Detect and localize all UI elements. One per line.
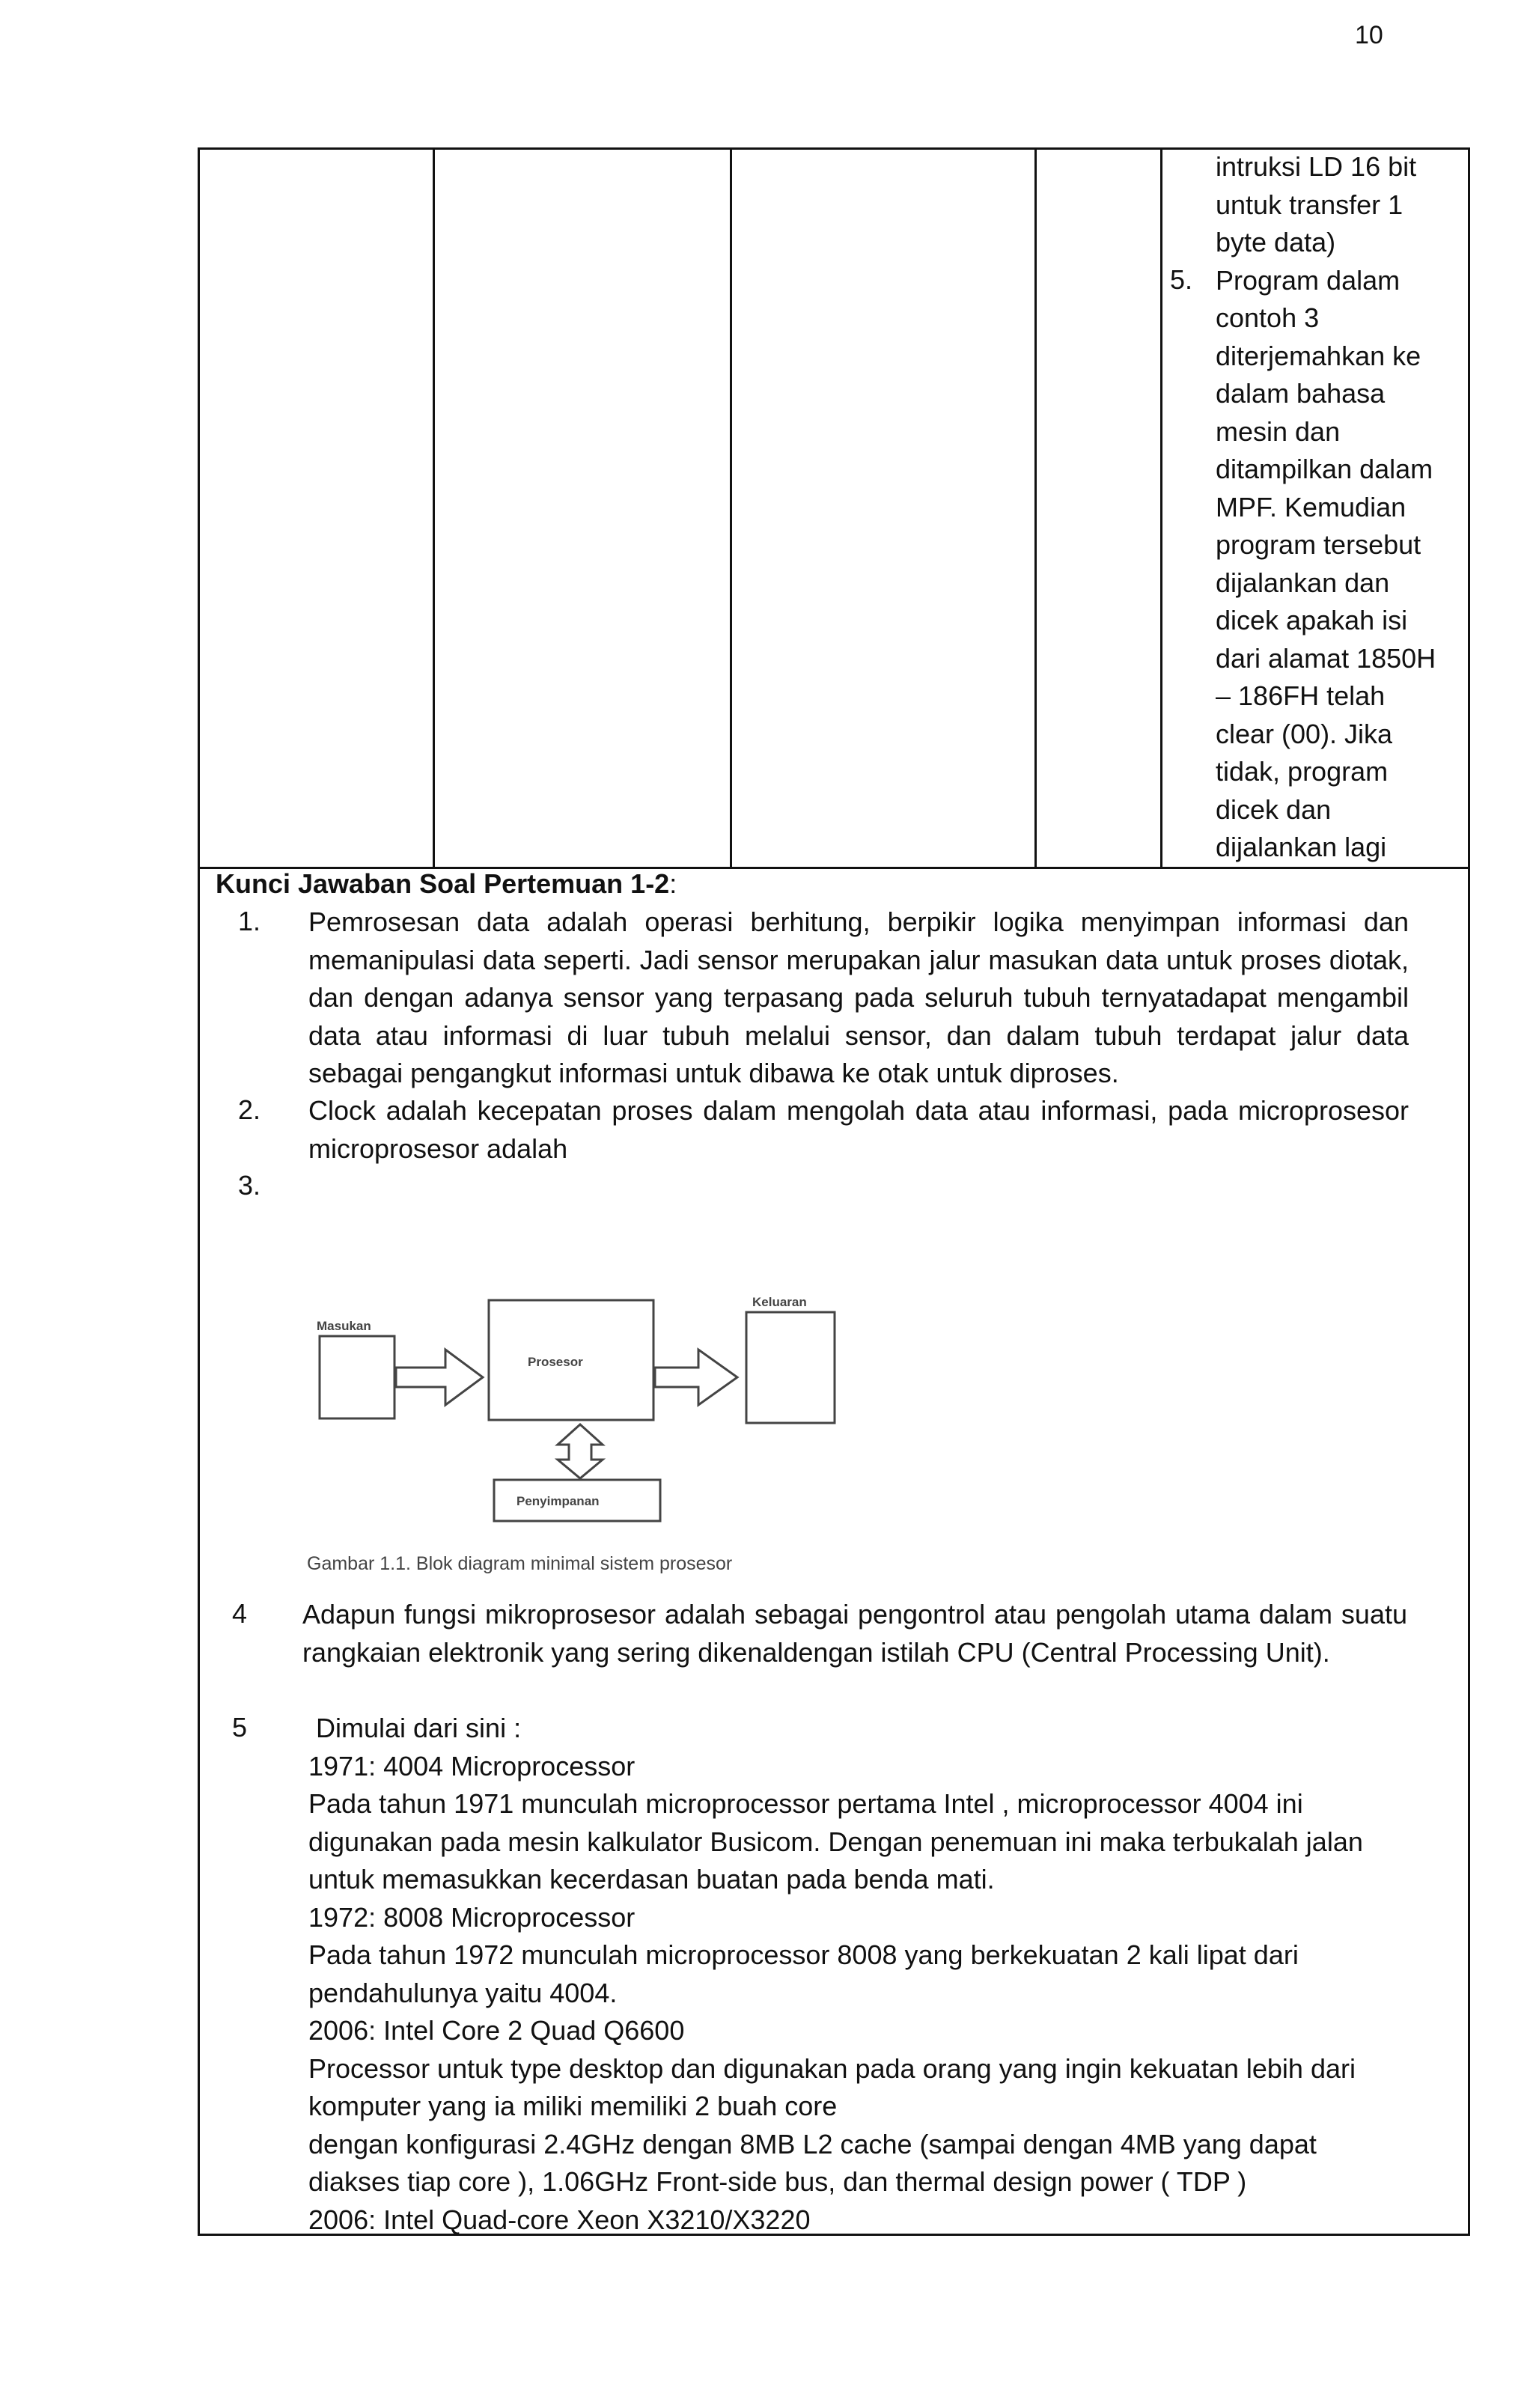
block-diagram-figure [303, 1291, 872, 1583]
text-line: 2006: Intel Quad-core Xeon X3210/X3220 [308, 2204, 811, 2235]
text-line: untuk transfer 1 [1216, 189, 1404, 220]
table-continuation-text [1216, 148, 1440, 867]
output-box [746, 1312, 835, 1423]
text-line: contoh 3 [1216, 302, 1320, 333]
text-line: mesin dan [1216, 415, 1341, 447]
storage-label: Penyimpanan [516, 1494, 600, 1508]
text-line: dalam bahasa [1216, 378, 1386, 409]
text-line: untuk memasukkan kecerdasan buatan pada benda mati. [308, 1864, 995, 1895]
list-number: 3. [238, 1170, 261, 1201]
text-line: digunakan pada mesin kalkulator Busicom. Dengan penemuan ini maka terbukalah jalan [308, 1826, 1363, 1857]
figure-caption: Gambar 1.1. Blok diagram minimal sistem prosesor [307, 1553, 733, 1574]
text-line: clear (00). Jika [1216, 718, 1393, 749]
text-line: diakses tiap core ), 1.06GHz Front-side bus, dan thermal design power ( TDP ) [308, 2166, 1247, 2197]
answer-4-text: Adapun fungsi mikroprosesor adalah sebagai pengontrol atau pengolah utama dalam suatu rangkaian elektronik yang sering dikenaldengan istilah CPU (Central Processing Unit). [302, 1599, 1407, 1668]
column-divider [433, 150, 435, 867]
heading-text: Kunci Jawaban Soal Pertemuan 1-2 [216, 868, 670, 899]
list-number: 4 [232, 1598, 248, 1629]
text-line: dengan konfigurasi 2.4GHz dengan 8MB L2 cache (sampai dengan 4MB yang dapat [308, 2128, 1317, 2159]
text-line: 1971: 4004 Microprocessor [308, 1750, 636, 1781]
text-line: – 186FH telah [1216, 680, 1386, 711]
text-line: intruksi LD 16 bit [1216, 151, 1417, 182]
column-divider [1034, 150, 1037, 867]
text-line: Dimulai dari sini : [308, 1713, 522, 1743]
answer-2-text: Clock adalah kecepatan proses dalam mengolah data atau informasi, pada microprosesor microprosesor adalah [308, 1095, 1409, 1164]
text-line: dari alamat 1850H [1216, 642, 1436, 674]
text-line: Pada tahun 1972 munculah microprocessor 8008 yang berkekuatan 2 kali lipat dari [308, 1939, 1299, 1970]
output-label: Keluaran [752, 1295, 807, 1309]
text-line: tidak, program [1216, 756, 1389, 787]
list-number: 5 [232, 1712, 248, 1743]
arrow-output-icon [655, 1350, 737, 1405]
text-line: 2006: Intel Core 2 Quad Q6600 [308, 2015, 685, 2046]
column-divider [730, 150, 732, 867]
text-line: dicek dan [1216, 793, 1332, 825]
text-line: ditampilkan dalam [1216, 454, 1433, 484]
text-line: diterjemahkan ke [1216, 340, 1421, 371]
text-line: MPF. Kemudian [1216, 491, 1406, 522]
list-number: 5. [1170, 264, 1193, 295]
answer-1-text: Pemrosesan data adalah operasi berhitung, berpikir logika menyimpan informasi dan memanipulasi data seperti. Jadi sensor merupakan jalur masukan data untuk proses diotak, dan dengan adanya sensor yang terpasang pada seluruh tubuh ternyatadapat mengambil data atau informasi di luar tubuh melalui sensor, dan dalam tubuh terdapat jalur data sebagai pengangkut informasi untuk dibawa ke otak untuk diproses. [308, 906, 1409, 1088]
text-line: Pada tahun 1971 munculah microprocessor pertama Intel , microprocessor 4004 ini [308, 1788, 1303, 1819]
answer-key-heading [216, 868, 677, 900]
column-divider [1160, 150, 1162, 867]
text-line: komputer yang ia miliki memiliki 2 buah core [308, 2091, 838, 2121]
input-label: Masukan [317, 1319, 371, 1333]
text-line: dicek apakah isi [1216, 605, 1408, 635]
list-number: 1. [238, 906, 261, 936]
list-number: 2. [238, 1094, 261, 1125]
text-line: pendahulunya yaitu 4004. [308, 1977, 618, 2008]
text-line: program tersebut [1216, 529, 1421, 560]
heading-colon: : [669, 868, 677, 899]
answer-5-text [308, 1710, 1446, 2239]
text-line: Program dalam [1216, 264, 1401, 296]
text-line: dijalankan dan [1216, 567, 1390, 598]
page-number: 10 [1355, 21, 1383, 49]
text-line: 1972: 8008 Microprocessor [308, 1901, 636, 1933]
processor-label: Prosesor [528, 1355, 583, 1369]
input-box [320, 1336, 394, 1418]
text-line: Processor untuk type desktop dan digunakan pada orang yang ingin kekuatan lebih dari [308, 2052, 1356, 2084]
arrow-input-icon [396, 1350, 483, 1405]
arrow-storage-icon [558, 1424, 603, 1478]
text-line: dijalankan lagi [1216, 832, 1387, 862]
text-line: byte data) [1216, 227, 1336, 257]
